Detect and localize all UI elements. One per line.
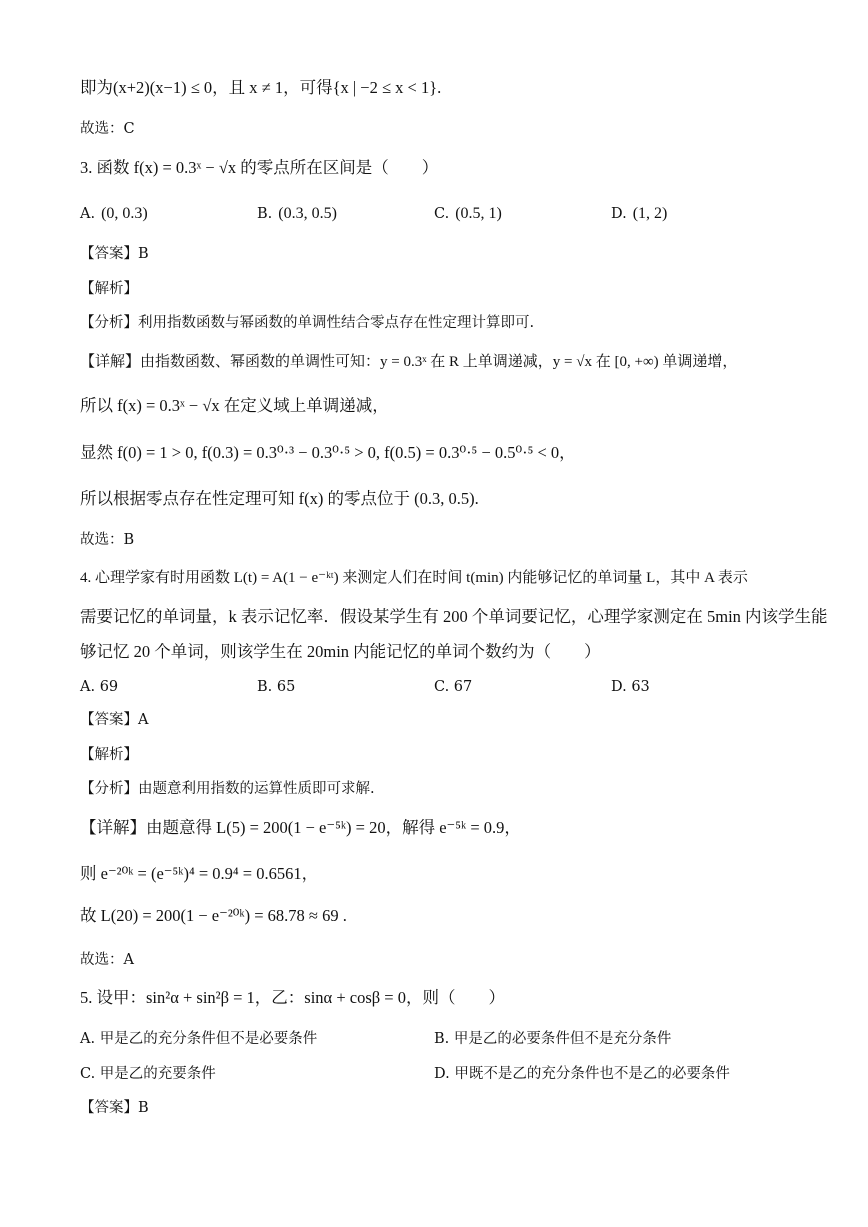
answer-choice-line: 故选：B	[80, 532, 135, 548]
detail-text: 【详解】由题意得 L(5) = 200(1 − e⁻⁵ᵏ) = 20，解得 e⁻⁵ᵏ = 0.9，	[80, 818, 521, 837]
question-4-stem: 4. 心理学家有时用函数 L(t) = A(1 − e⁻ᵏᵗ) 来测定人们在时间 t(min) 内能够记忆的单词量 L，其中 A 表示	[80, 570, 748, 586]
q4-option-d: D. 63	[611, 679, 650, 695]
answer-choice-line: 故选：C	[80, 121, 135, 137]
analysis-text: 【分析】由题意利用指数的运算性质即可求解.	[80, 781, 375, 797]
answer-label: 【答案】B	[80, 1100, 149, 1116]
detail-text: 显然 f(0) = 1 > 0, f(0.3) = 0.3⁰·³ − 0.3⁰·⁵ > 0, f(0.5) = 0.3⁰·⁵ − 0.5⁰·⁵ < 0，	[80, 443, 576, 462]
question-4-stem: 够记忆 20 个单词，则该学生在 20min 内能记忆的单词个数约为（ ）	[80, 642, 601, 661]
q5-option-d: D. 甲既不是乙的充分条件也不是乙的必要条件	[434, 1066, 730, 1082]
detail-text: 所以 f(x) = 0.3ˣ − √x 在定义域上单调递减，	[80, 396, 389, 415]
question-4-stem: 需要记忆的单词量，k 表示记忆率．假设某学生有 200 个单词要记忆，心理学家测定在 5min 内该学生能	[80, 607, 828, 626]
question-5-stem: 5. 设甲：sin²α + sin²β = 1，乙：sinα + cosβ = 0，则（ ）	[80, 988, 505, 1007]
q5-option-a: A. 甲是乙的充分条件但不是必要条件	[80, 1031, 318, 1047]
q3-option-c: C. (0.5, 1)	[434, 205, 502, 222]
q3-option-b: B. (0.3, 0.5)	[257, 205, 337, 222]
answer-choice-line: 故选：A	[80, 952, 134, 968]
q5-option-c: C. 甲是乙的充要条件	[80, 1066, 216, 1082]
q4-option-b: B. 65	[257, 679, 296, 695]
analysis-label: 【解析】	[80, 281, 138, 297]
analysis-label: 【解析】	[80, 747, 138, 763]
detail-text: 故 L(20) = 200(1 − e⁻²⁰ᵏ) = 68.78 ≈ 69 .	[80, 906, 347, 925]
question-3-stem: 3. 函数 f(x) = 0.3ˣ − √x 的零点所在区间是（ ）	[80, 158, 439, 177]
q3-option-a: A. (0, 0.3)	[80, 205, 148, 222]
detail-text: 则 e⁻²⁰ᵏ = (e⁻⁵ᵏ)⁴ = 0.9⁴ = 0.6561，	[80, 864, 319, 883]
answer-label: 【答案】B	[80, 246, 149, 262]
q3-option-d: D. (1, 2)	[611, 205, 668, 222]
q4-option-a: A. 69	[80, 679, 119, 695]
q4-option-c: C. 67	[434, 679, 473, 695]
q5-option-b: B. 甲是乙的必要条件但不是充分条件	[434, 1031, 672, 1047]
answer-label: 【答案】A	[80, 712, 149, 728]
analysis-text: 【分析】利用指数函数与幂函数的单调性结合零点存在性定理计算即可.	[80, 315, 535, 331]
solution-line: 即为(x+2)(x−1) ≤ 0，且 x ≠ 1，可得{x | −2 ≤ x < 1}.	[80, 78, 442, 97]
detail-text: 所以根据零点存在性定理可知 f(x) 的零点位于 (0.3, 0.5).	[80, 489, 479, 508]
detail-text: 【详解】由指数函数、幂函数的单调性可知：y = 0.3ˣ 在 R 上单调递减，y = √x 在 [0, +∞) 单调递增，	[80, 354, 738, 370]
